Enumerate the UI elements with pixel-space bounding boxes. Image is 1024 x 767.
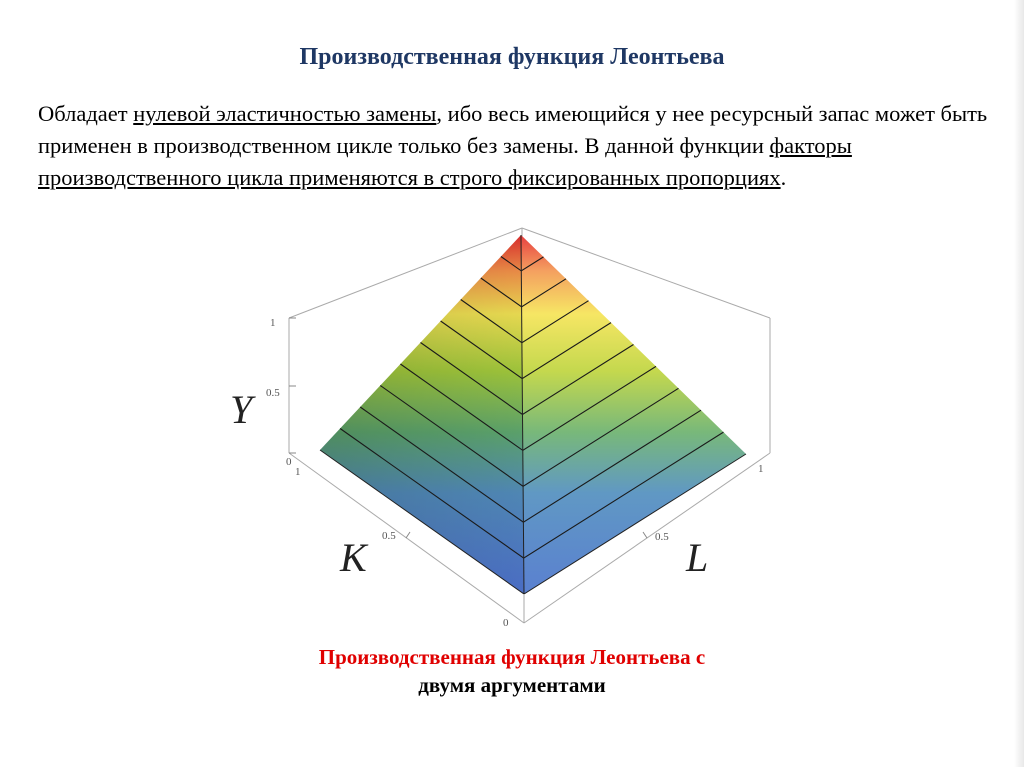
paragraph-part3: . [780, 165, 787, 190]
paragraph-part1: Обладает [38, 101, 134, 126]
axis-label-l: L [686, 535, 709, 580]
y-tick-0: 0 [286, 456, 292, 468]
fixed-proportions-link[interactable]: факторы производственного цикла применяются в строго фиксированных пропорциях [38, 133, 852, 190]
figure-caption [0, 643, 1024, 699]
l-tick-05: 0.5 [655, 531, 669, 543]
l-tick-1: 1 [758, 463, 764, 475]
pyramid-surface-plot [200, 218, 800, 638]
k-tick-0: 0 [503, 617, 509, 629]
k-tick-1: 1 [295, 466, 301, 478]
pyramid-right-face [521, 235, 746, 594]
y-tick-1: 1 [270, 317, 276, 329]
y-tick-05: 0.5 [266, 387, 280, 399]
slide-title: Производственная функция Леонтьева [299, 44, 725, 70]
slide-edge-shadow [1014, 0, 1024, 767]
caption-line-2: двумя аргументами [418, 673, 606, 697]
axis-label-y: Y [230, 387, 253, 432]
caption-line-1: Производственная функция Леонтьева с [318, 645, 706, 669]
body-paragraph [38, 98, 998, 194]
k-tick-05: 0.5 [382, 530, 396, 542]
axis-label-k: K [340, 535, 367, 580]
paragraph-part2: , ибо весь имеющийся у нее ресурсный запас может быть применен в производственном цикле только без замены. В данной функции [38, 101, 988, 158]
zero-elasticity-link[interactable]: нулевой эластичностью замены [133, 101, 437, 126]
